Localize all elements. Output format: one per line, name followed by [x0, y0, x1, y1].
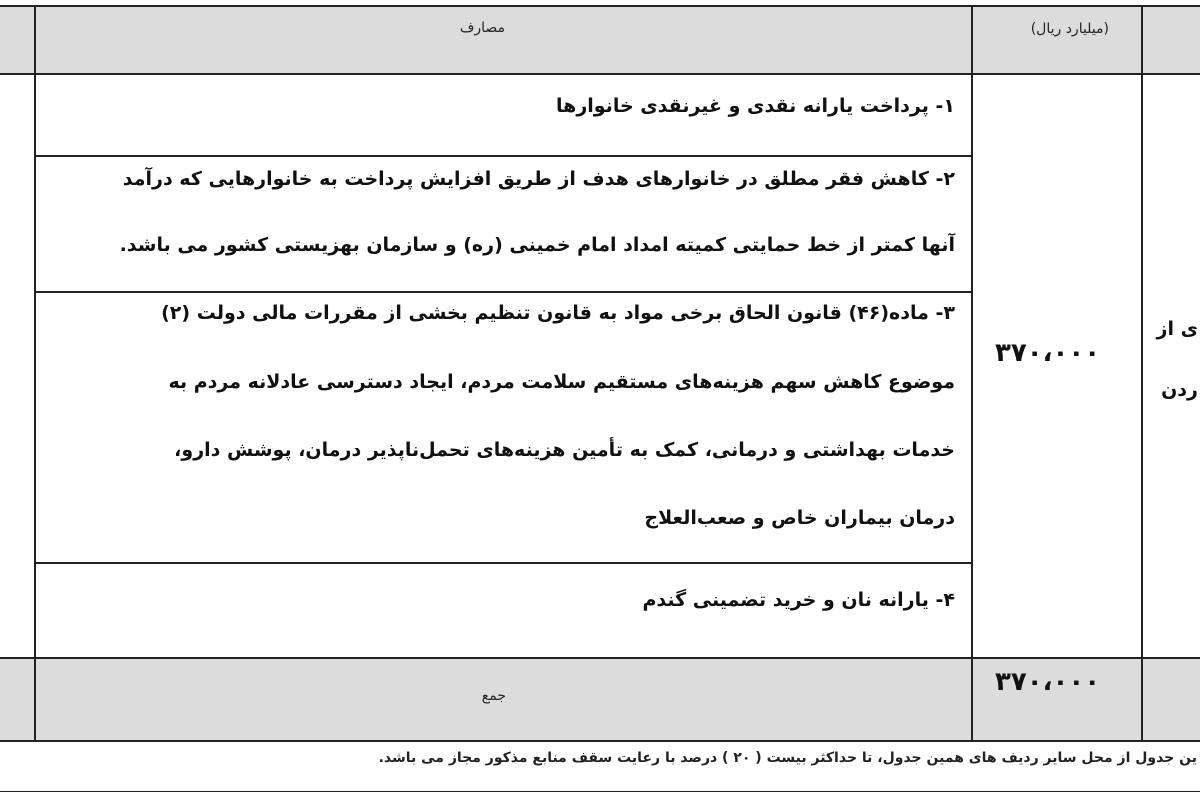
column-divider	[971, 5, 973, 742]
row-divider	[35, 155, 971, 157]
expense-row-2-line-1: ۲- کاهش فقر مطلق در خانوارهای هدف از طریق افزایش پرداخت به خانوارهایی که درآمد	[122, 168, 955, 190]
total-row-top-border	[0, 657, 1200, 659]
header-unit-label: (میلیارد ریال)	[1030, 21, 1109, 37]
right-cell-line-2: ردن	[1161, 379, 1198, 401]
column-divider	[1141, 5, 1143, 742]
row-divider	[35, 291, 971, 293]
total-label: جمع	[481, 688, 506, 704]
expense-row-4: ۴- یارانه نان و خرید تضمینی گندم	[642, 589, 955, 611]
column-divider	[34, 5, 36, 742]
table-header-bg	[0, 6, 1200, 74]
table-top-border	[0, 5, 1200, 7]
table-bottom-border	[0, 740, 1200, 742]
header-expenses-label: مصارف	[459, 20, 505, 36]
footnote-bottom-border	[0, 791, 1200, 792]
expense-row-2-line-2: آنها کمتر از خط حمایتی کمیته امداد امام خمینی (ره) و سازمان بهزیستی کشور می باشد.	[119, 234, 955, 256]
expense-row-3-line-3: خدمات بهداشتی و درمانی، کمک به تأمین هزینه‌های تحمل‌ناپذیر درمان، پوشش دارو،	[174, 439, 955, 461]
header-bottom-border	[0, 73, 1200, 75]
expense-row-3-line-2: موضوع کاهش سهم هزینه‌های مستقیم سلامت مردم، ایجاد دسترسی عادلانه مردم به	[168, 371, 955, 393]
row-divider	[35, 562, 971, 564]
expense-row-3-line-1: ۳- ماده(۴۶) قانون الحاق برخی مواد به قانون تنظیم بخشی از مقررات مالی دولت (۲)	[161, 302, 955, 324]
right-cell-line-1: ی از	[1156, 318, 1198, 340]
total-amount: ۳۷۰،۰۰۰	[995, 667, 1101, 697]
footnote: ین جدول از محل سایر ردیف های همین جدول، تا حداکثر بیست ( ۲۰ ) درصد با رعایت سقف منابع مذکور مجاز می باشد.	[378, 750, 1197, 766]
amount-value: ۳۷۰،۰۰۰	[995, 338, 1101, 368]
expense-row-3-line-4: درمان بیماران خاص و صعب‌العلاج	[644, 507, 955, 529]
expense-row-1: ۱- پرداخت یارانه نقدی و غیرنقدی خانوارها	[556, 95, 955, 117]
